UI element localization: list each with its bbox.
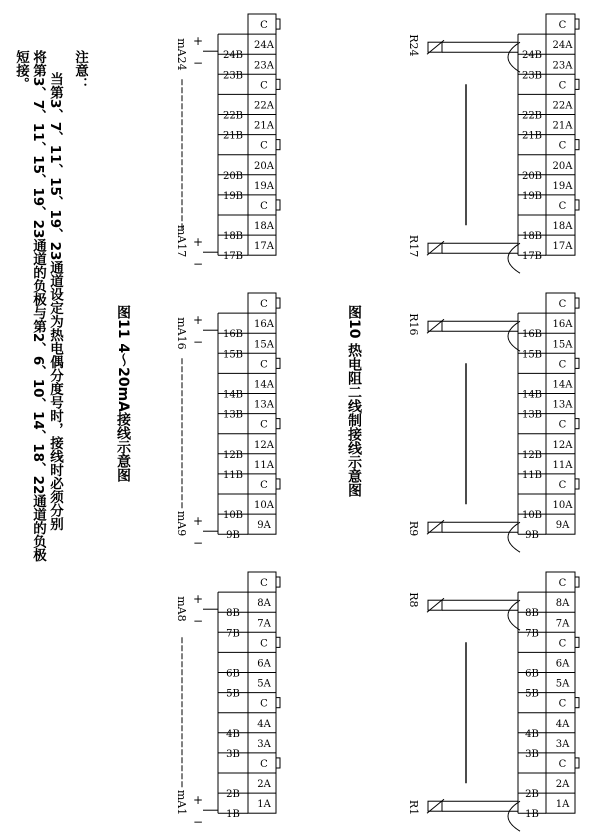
a-terminal-label: 18A xyxy=(254,221,274,233)
a-terminal-label: 14A xyxy=(552,379,573,391)
a-terminal-label: 11A xyxy=(254,459,274,471)
a-terminal-label: 16A xyxy=(552,319,573,331)
channel-label-top: R24 xyxy=(407,34,420,57)
terminal-tab xyxy=(575,698,579,708)
b-terminal-label: 17B xyxy=(222,251,244,263)
common-terminal-label: C xyxy=(260,638,268,650)
terminal-tab xyxy=(276,637,280,647)
b-terminal-label: 24B xyxy=(521,50,543,62)
terminal-tab xyxy=(575,140,579,150)
a-terminal-label: 20A xyxy=(552,160,573,172)
b-terminal-label: 9B xyxy=(226,530,240,542)
common-terminal-label: C xyxy=(260,758,268,770)
a-terminal-label: 15A xyxy=(254,339,274,351)
a-terminal-label: 11A xyxy=(552,459,573,471)
terminal-tab xyxy=(575,358,579,368)
terminal-tab xyxy=(276,298,280,308)
a-terminal-label: 22A xyxy=(254,100,274,112)
b-terminal-label: 5B xyxy=(525,688,539,700)
common-terminal-label: C xyxy=(260,140,268,152)
a-terminal-label: 23A xyxy=(254,60,274,72)
common-terminal-label: C xyxy=(558,578,567,590)
b-terminal-label: 16B xyxy=(521,329,543,341)
b-terminal-label: 15B xyxy=(222,349,244,361)
a-terminal-label: 5A xyxy=(555,678,570,690)
a-terminal-label: 12A xyxy=(254,439,274,451)
common-terminal-label: C xyxy=(558,299,567,311)
a-terminal-label: 24A xyxy=(552,40,573,52)
b-terminal-label: 18B xyxy=(222,231,244,243)
a-terminal-label: 10A xyxy=(552,500,573,512)
b-terminal-label: 11B xyxy=(222,469,244,481)
minus-sign: − xyxy=(192,815,204,830)
rtd-terminal-block-1 xyxy=(407,14,579,273)
b-terminal-label: 2B xyxy=(525,789,539,801)
b-terminal-label: 6B xyxy=(226,668,240,680)
channel-label-bottom: mA17 xyxy=(175,224,188,258)
channel-label-top: mA24 xyxy=(175,38,188,71)
a-terminal-label: 13A xyxy=(552,399,573,411)
terminal-tab xyxy=(575,758,579,768)
b-terminal-label: 9B xyxy=(525,530,539,542)
terminal-tab xyxy=(575,200,579,210)
common-terminal-label: C xyxy=(260,419,268,431)
channel-label-top: mA8 xyxy=(175,596,188,622)
b-terminal-label: 15B xyxy=(521,349,543,361)
a-terminal-label: 19A xyxy=(552,180,573,192)
minus-sign: − xyxy=(192,257,204,272)
a-terminal-label: 24A xyxy=(254,40,274,52)
terminal-tab xyxy=(276,140,280,150)
b-terminal-label: 4B xyxy=(525,728,539,740)
common-terminal-label: C xyxy=(260,698,268,710)
figure-10-caption: 图10 热电阻二线制接线示意图 xyxy=(346,305,362,498)
common-terminal-label: C xyxy=(558,698,567,710)
b-terminal-label: 24B xyxy=(222,50,244,62)
common-terminal-label: C xyxy=(260,359,268,371)
terminal-tab xyxy=(276,479,280,489)
channel-label-top: R16 xyxy=(407,313,420,336)
a-terminal-label: 12A xyxy=(552,439,573,451)
note-line-3: 短接。 xyxy=(13,50,29,91)
rtd-terminal-block-3 xyxy=(407,572,579,831)
a-terminal-label: 8A xyxy=(555,598,570,610)
note-line-1: 当第3、7、11、15、19、23通道设定为热电偶分度号时，接线时必须分别 xyxy=(47,72,63,531)
common-terminal-label: C xyxy=(558,359,567,371)
plus-sign: + xyxy=(192,592,204,607)
b-terminal-label: 1B xyxy=(525,809,539,821)
b-terminal-label: 22B xyxy=(521,110,543,122)
common-terminal-label: C xyxy=(558,140,567,152)
a-terminal-label: 15A xyxy=(552,339,573,351)
b-terminal-label: 3B xyxy=(226,748,240,760)
b-terminal-label: 10B xyxy=(521,510,543,522)
a-terminal-label: 17A xyxy=(254,241,274,253)
terminal-tab xyxy=(276,577,280,587)
b-terminal-label: 12B xyxy=(521,449,543,461)
plus-sign: + xyxy=(192,313,204,328)
b-terminal-label: 13B xyxy=(521,409,543,421)
b-terminal-label: 1B xyxy=(226,809,240,821)
b-terminal-label: 18B xyxy=(521,231,543,243)
plus-sign: + xyxy=(192,34,204,49)
channel-label-top: mA16 xyxy=(175,317,188,350)
a-terminal-label: 6A xyxy=(555,658,570,670)
b-terminal-label: 19B xyxy=(222,190,244,202)
minus-sign: − xyxy=(192,536,204,551)
b-terminal-label: 22B xyxy=(222,110,244,122)
channel-label-bottom: mA1 xyxy=(175,789,188,816)
common-terminal-label: C xyxy=(260,578,268,590)
terminal-tab xyxy=(575,479,579,489)
a-terminal-label: 1A xyxy=(257,799,271,811)
a-terminal-label: 3A xyxy=(257,738,271,750)
a-terminal-label: 4A xyxy=(555,718,570,730)
b-terminal-label: 2B xyxy=(226,789,240,801)
b-terminal-label: 19B xyxy=(521,190,543,202)
common-terminal-label: C xyxy=(558,758,567,770)
b-terminal-label: 14B xyxy=(521,389,543,401)
terminal-tab xyxy=(276,758,280,768)
a-terminal-label: 9A xyxy=(555,520,570,532)
terminal-tab xyxy=(276,419,280,429)
a-terminal-label: 13A xyxy=(254,399,274,411)
b-terminal-label: 14B xyxy=(222,389,244,401)
channel-label-bottom: R9 xyxy=(407,520,420,537)
a-terminal-label: 17A xyxy=(552,241,573,253)
b-terminal-label: 12B xyxy=(222,449,244,461)
b-terminal-label: 13B xyxy=(222,409,244,421)
terminal-tab xyxy=(276,19,280,29)
a-terminal-label: 2A xyxy=(555,779,570,791)
common-terminal-label: C xyxy=(260,299,268,311)
b-terminal-label: 6B xyxy=(525,668,539,680)
plus-sign: + xyxy=(192,514,204,529)
a-terminal-label: 18A xyxy=(552,221,573,233)
terminal-tab xyxy=(575,19,579,29)
common-terminal-label: C xyxy=(558,479,567,491)
channel-label-bottom: mA9 xyxy=(175,510,188,537)
terminal-tab xyxy=(575,79,579,89)
a-terminal-label: 3A xyxy=(555,738,570,750)
b-terminal-label: 21B xyxy=(222,130,244,142)
a-terminal-label: 6A xyxy=(257,658,271,670)
b-terminal-label: 20B xyxy=(222,170,244,182)
b-terminal-label: 3B xyxy=(525,748,539,760)
ma-terminal-block-1 xyxy=(175,14,280,271)
b-terminal-label: 8B xyxy=(525,608,539,620)
b-terminal-label: 20B xyxy=(521,170,543,182)
minus-sign: − xyxy=(192,56,204,71)
terminal-tab xyxy=(575,298,579,308)
note-line-2: 将第3、7、11、15、19、23通道的负极与第2、6、10、14、18、22通道的负极 xyxy=(30,50,46,562)
plus-sign: + xyxy=(192,793,204,808)
b-terminal-label: 10B xyxy=(222,510,244,522)
a-terminal-label: 8A xyxy=(257,598,271,610)
channel-label-top: R8 xyxy=(407,592,420,608)
common-terminal-label: C xyxy=(558,20,567,32)
common-terminal-label: C xyxy=(260,80,268,92)
a-terminal-label: 5A xyxy=(257,678,271,690)
b-terminal-label: 23B xyxy=(222,70,244,82)
terminal-tab xyxy=(276,358,280,368)
a-terminal-label: 19A xyxy=(254,180,274,192)
a-terminal-label: 1A xyxy=(555,799,570,811)
a-terminal-label: 9A xyxy=(257,520,271,532)
minus-sign: − xyxy=(192,335,204,350)
b-terminal-label: 7B xyxy=(525,628,539,640)
common-terminal-label: C xyxy=(558,419,567,431)
a-terminal-label: 22A xyxy=(552,100,573,112)
channel-label-bottom: R17 xyxy=(407,234,420,258)
ma-terminal-block-2 xyxy=(175,293,280,550)
a-terminal-label: 21A xyxy=(254,120,274,132)
b-terminal-label: 7B xyxy=(226,628,240,640)
a-terminal-label: 7A xyxy=(257,618,271,630)
note-title: 注意： xyxy=(72,50,88,91)
terminal-tab xyxy=(575,577,579,587)
b-terminal-label: 23B xyxy=(521,70,543,82)
b-terminal-label: 11B xyxy=(521,469,543,481)
a-terminal-label: 16A xyxy=(254,319,274,331)
terminal-tab xyxy=(276,200,280,210)
a-terminal-label: 2A xyxy=(257,779,271,791)
common-terminal-label: C xyxy=(260,479,268,491)
rtd-terminal-block-2 xyxy=(407,293,579,552)
terminal-tab xyxy=(276,698,280,708)
common-terminal-label: C xyxy=(260,200,268,212)
b-terminal-label: 5B xyxy=(226,688,240,700)
minus-sign: − xyxy=(192,614,204,629)
a-terminal-label: 14A xyxy=(254,379,274,391)
terminal-tab xyxy=(575,637,579,647)
common-terminal-label: C xyxy=(558,200,567,212)
terminal-tab xyxy=(276,79,280,89)
common-terminal-label: C xyxy=(558,80,567,92)
plus-sign: + xyxy=(192,235,204,250)
b-terminal-label: 16B xyxy=(222,329,244,341)
b-terminal-label: 8B xyxy=(226,608,240,620)
b-terminal-label: 21B xyxy=(521,130,543,142)
channel-label-bottom: R1 xyxy=(407,799,420,816)
b-terminal-label: 17B xyxy=(521,251,543,263)
a-terminal-label: 10A xyxy=(254,500,274,512)
a-terminal-label: 23A xyxy=(552,60,573,72)
a-terminal-label: 4A xyxy=(257,718,271,730)
a-terminal-label: 21A xyxy=(552,120,573,132)
figure-11-caption: 图11 4～20mA接线示意图 xyxy=(115,305,131,483)
ma-terminal-block-3 xyxy=(175,572,280,829)
a-terminal-label: 20A xyxy=(254,160,274,172)
common-terminal-label: C xyxy=(558,638,567,650)
b-terminal-label: 4B xyxy=(226,728,240,740)
terminal-tab xyxy=(575,419,579,429)
common-terminal-label: C xyxy=(260,20,268,32)
a-terminal-label: 7A xyxy=(555,618,570,630)
